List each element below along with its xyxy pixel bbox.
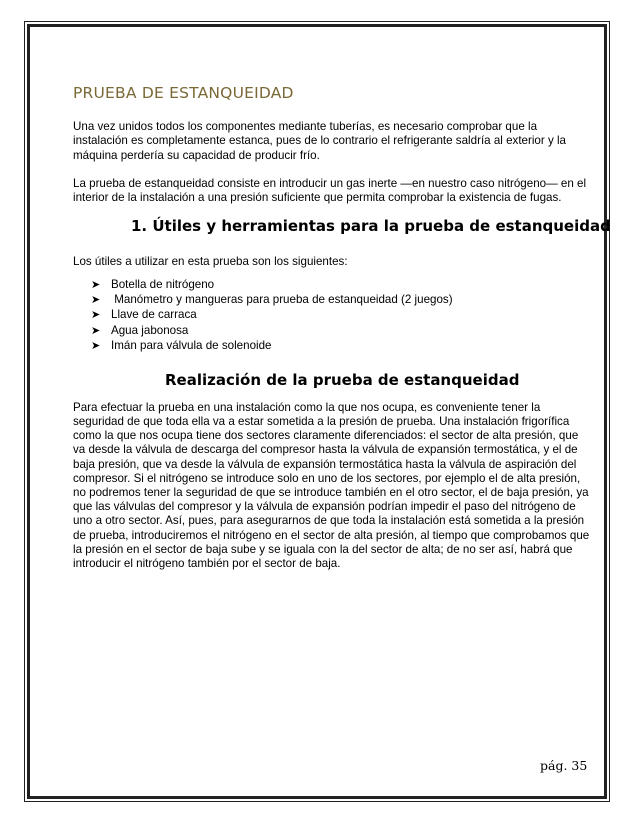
list-item-label: Llave de carraca <box>111 308 197 322</box>
list-item-label: Agua jabonosa <box>111 323 189 337</box>
intro-paragraph-1: Una vez unidos todos los componentes mediante tuberías, es necesario comprobar que la instalación es completamente estanca, pues de lo contrario el refrigerante saldría al exterior y la máquina perdería su capacidad de producir frío. <box>73 120 566 162</box>
list-item-label: Imán para válvula de solenoide <box>111 339 272 353</box>
document-body <box>73 78 611 585</box>
page-number: pág. 35 <box>540 758 588 773</box>
list-item-label: Manómetro y mangueras para prueba de estanqueidad (2 juegos) <box>111 293 453 307</box>
list-item <box>91 324 593 339</box>
page-title: PRUEBA DE ESTANQUEIDAD <box>73 84 294 102</box>
tools-list <box>73 278 593 355</box>
arrow-bullet-icon: ➤ <box>91 324 101 337</box>
section-heading-tools: 1. Útiles y herramientas para la prueba de estanqueidad <box>131 217 611 236</box>
arrow-bullet-icon: ➤ <box>91 294 101 307</box>
tools-intro: Los útiles a utilizar en esta prueba son los siguientes: <box>73 255 348 269</box>
section-heading-procedure: Realización de la prueba de estanqueidad <box>165 370 520 389</box>
list-item <box>91 308 593 323</box>
arrow-bullet-icon: ➤ <box>91 278 101 291</box>
list-item-label: Botella de nitrógeno <box>111 277 215 291</box>
arrow-bullet-icon: ➤ <box>91 340 101 353</box>
list-item <box>91 339 593 354</box>
list-item <box>91 293 593 308</box>
procedure-paragraph: Para efectuar la prueba en una instalación como la que nos ocupa, es conveniente tener la seguridad de que toda ella va a estar sometida a la presión de prueba. Una instalación frigorífica como la que nos ocupa tiene dos sectores claramente diferenciados: el sector de alta presión, que va desde la válvula de descarga del compresor hasta la válvula de expansión termostática, y el de baja presión, que va desde la válvula de expansión termostática hasta la válvula de aspiración del compresor. Si el nitrógeno se introduce solo en uno de los sectores, por ejemplo el de alta presión, no podremos tener la seguridad de que se introduce también en el otro sector, el de baja presión, ya que las válvulas del compresor y la válvula de expansión podrían impedir el paso del nitrógeno de uno a otro sector. Así, pues, para asegurarnos de que toda la instalación está sometida a la presión de prueba, introduciremos el nitrógeno en el sector de alta presión, al tiempo que comprobamos que la presión en el sector de baja sube y se iguala con la del sector de alta; de no ser así, habrá que introducir el nitrógeno también por el sector de baja. <box>73 400 590 571</box>
arrow-bullet-icon: ➤ <box>91 309 101 322</box>
intro-paragraph-2: La prueba de estanqueidad consiste en introducir un gas inerte —en nuestro caso nitrógeno— en el interior de la instalación a una presión suficiente que permita comprobar la existencia de fugas. <box>73 176 587 205</box>
list-item <box>91 278 593 293</box>
